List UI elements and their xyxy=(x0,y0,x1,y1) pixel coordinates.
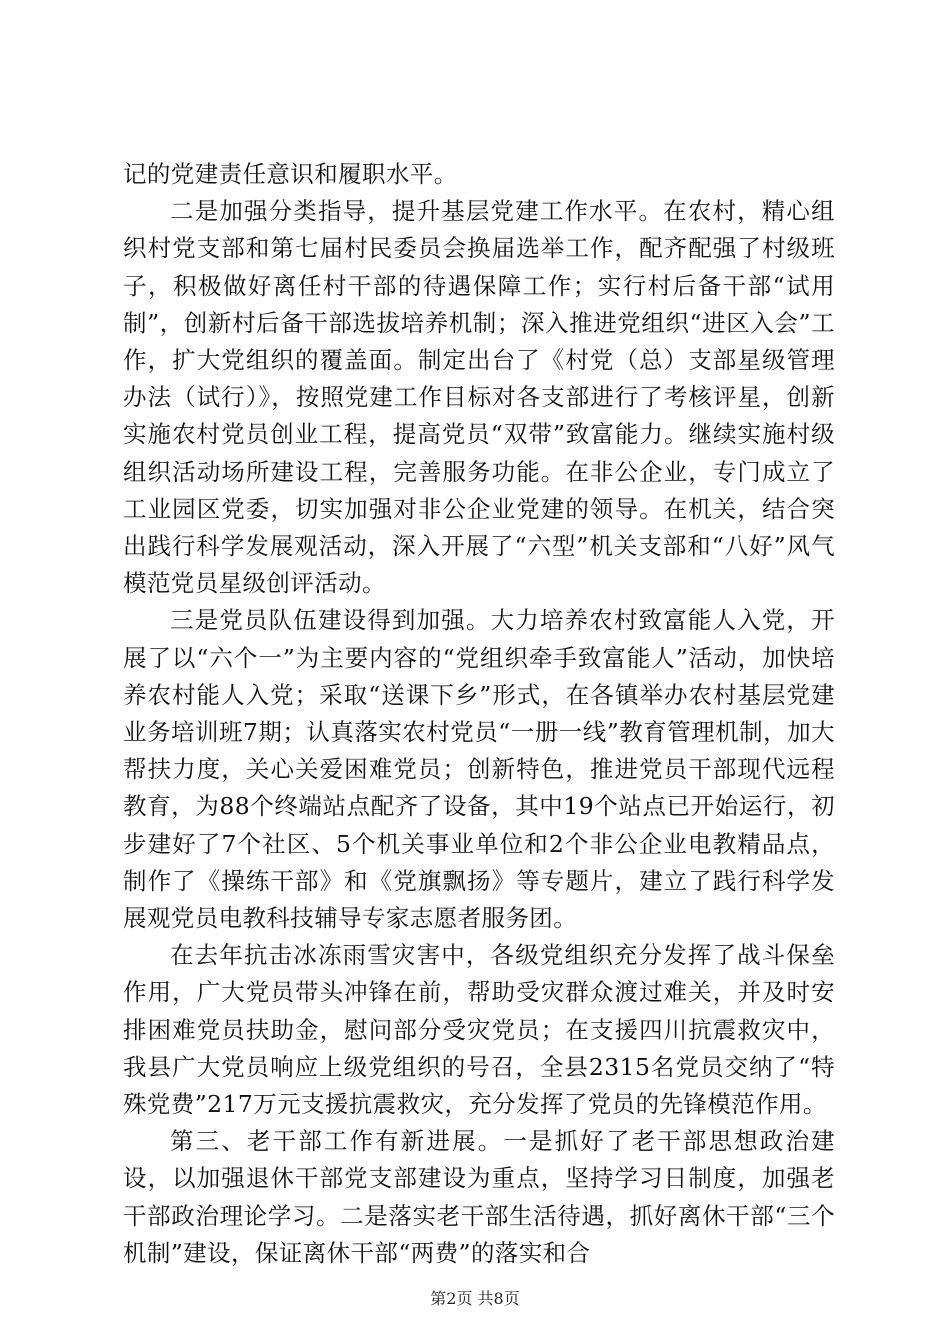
paragraph-continuation: 记的党建责任意识和履职水平。 xyxy=(123,160,458,188)
paragraph-classified-guidance: 二是加强分类指导，提升基层党建工作水平。在农村，精心组织村党支部和第七届村民委员会换届选举工作，配齐配强了村级班子，积极做好离任村干部的待遇保障工作；实行村后备干部“试用制”，创新村后备干部选拔培养机制；深入推进党组织“进区入会”工作，扩大党组织的覆盖面。制定出台了《村党（总）支部星级管理办法（试行）》，按照党建工作目标对各支部进行了考核评星，创新实施农村党员创业工程，提高党员“双带”致富能力。继续实施村级组织活动场所建设工程，完善服务功能。在非公企业，专门成立了工业园区党委，切实加强对非公企业党建的领导。在机关，结合突出践行科学发展观活动，深入开展了“六型”机关支部和“八好”风气模范党员星级创评活动。 xyxy=(123,197,835,598)
paragraph-party-member-team: 三是党员队伍建设得到加强。大力培养农村致富能人入党，开展了以“六个一”为主要内容的“党组织牵手致富能人”活动，加快培养农村能人入党；采取“送课下乡”形式，在各镇举办农村基层党建业务培训班7期；认真落实农村党员“一册一线”教育管理机制，加大帮扶力度，关心关爱困难党员；创新特色，推进党员干部现代远程教育，为88个终端站点配齐了设备，其中19个站点已开始运行，初步建好了7个社区、5个机关事业单位和2个非公企业电教精品点，制作了《操练干部》和《党旗飘扬》等专题片，建立了践行科学发展观党员电教科技辅导专家志愿者服务团。 xyxy=(123,606,835,933)
paragraph-disaster-relief: 在去年抗击冰冻雨雪灾害中，各级党组织充分发挥了战斗保垒作用，广大党员带头冲锋在前，帮助受灾群众渡过难关，并及时安排困难党员扶助金，慰问部分受灾党员；在支援四川抗震救灾中，我县广大党员响应上级党组织的号召，全县2315名党员交纳了“特殊党费”217万元支援抗震救灾，充分发挥了党员的先锋模范作用。 xyxy=(123,941,835,1119)
paragraph-veteran-cadres: 第三、老干部工作有新进展。一是抓好了老干部思想政治建设，以加强退休干部党支部建设为重点，坚持学习日制度，加强老干部政治理论学习。二是落实老干部生活待遇，抓好离休干部“三个机制”建设，保证离休干部“两费”的落实和合 xyxy=(123,1127,835,1267)
document-body xyxy=(123,156,835,1272)
page-number-label: 第2页 共8页 xyxy=(430,1289,520,1308)
page-footer xyxy=(0,1289,950,1309)
